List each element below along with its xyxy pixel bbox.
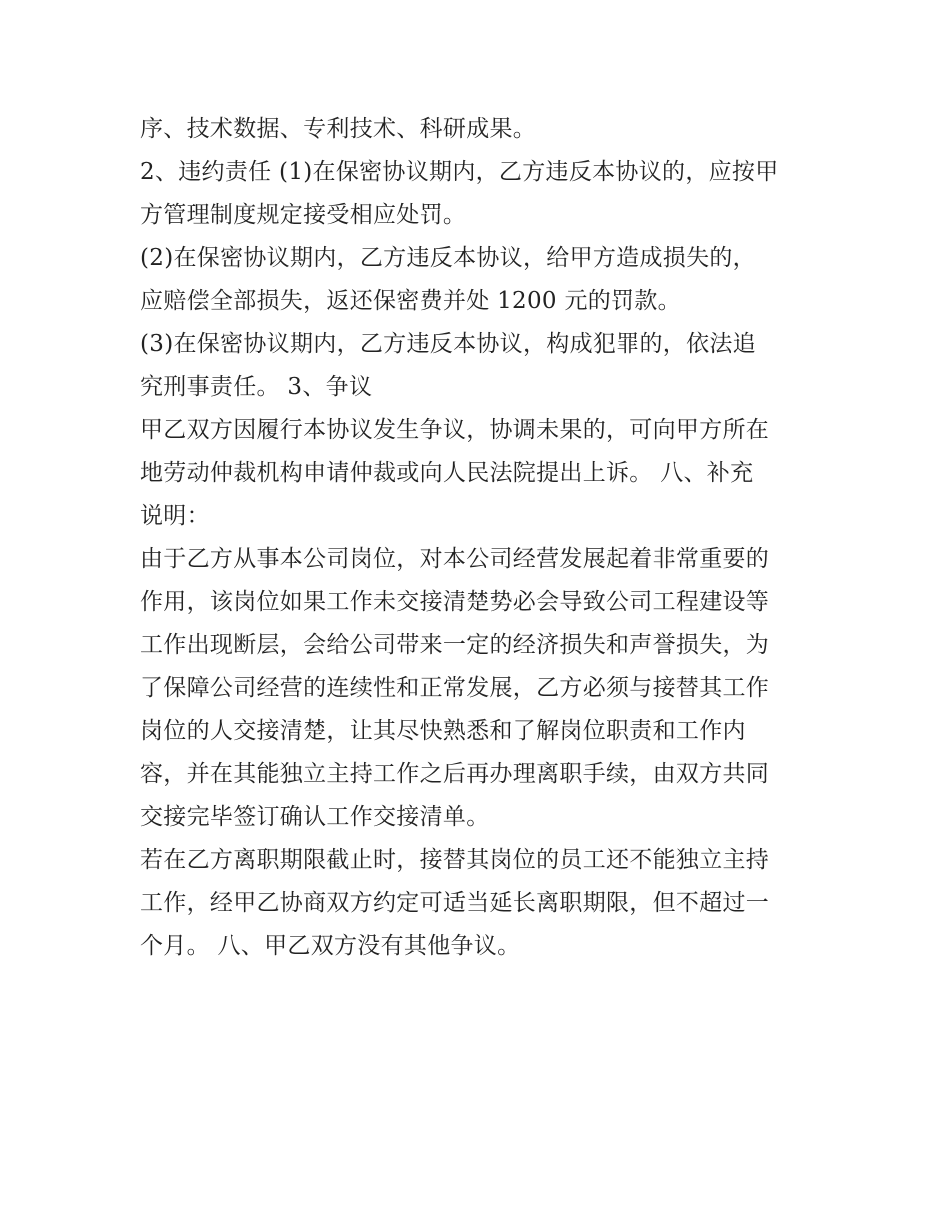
- text-line-15: 岗位的人交接清楚，让其尽快熟悉和了解岗位职责和工作内: [140, 718, 746, 744]
- text-line-20: 个月。 八、甲乙双方没有其他争议。: [140, 933, 521, 959]
- text-line-17: 交接完毕签订确认工作交接清单。: [140, 804, 490, 830]
- text-line-3: 方管理制度规定接受相应处罚。: [140, 202, 467, 228]
- text-line-1: 序、技术数据、专利技术、科研成果。: [140, 116, 537, 142]
- text-line-2: 2、违约责任 (1)在保密协议期内，乙方违反本协议的，应按甲: [140, 159, 779, 185]
- text-line-12: 作用，该岗位如果工作未交接清楚势必会导致公司工程建设等: [140, 589, 770, 615]
- text-line-18: 若在乙方离职期限截止时，接替其岗位的员工还不能独立主持: [140, 847, 770, 873]
- text-line-5: 应赔偿全部损失，返还保密费并处 1200 元的罚款。: [140, 288, 681, 314]
- text-line-8: 甲乙双方因履行本协议发生争议，协调未果的，可向甲方所在: [140, 417, 770, 443]
- text-line-13: 工作出现断层，会给公司带来一定的经济损失和声誉损失，为: [140, 632, 770, 658]
- text-line-4: (2)在保密协议期内，乙方违反本协议，给甲方造成损失的，: [140, 245, 756, 271]
- text-line-19: 工作，经甲乙协商双方约定可适当延长离职期限，但不超过一: [140, 890, 770, 916]
- text-line-11: 由于乙方从事本公司岗位，对本公司经营发展起着非常重要的: [140, 546, 770, 572]
- text-line-7: 究刑事责任。 3、争议: [140, 374, 373, 400]
- text-line-16: 容，并在其能独立主持工作之后再办理离职手续，由双方共同: [140, 761, 770, 787]
- text-line-10: 说明：: [140, 503, 210, 529]
- text-line-14: 了保障公司经营的连续性和正常发展，乙方必须与接替其工作: [140, 675, 770, 701]
- text-line-6: (3)在保密协议期内，乙方违反本协议，构成犯罪的，依法追: [140, 331, 756, 357]
- document-body: [140, 108, 820, 968]
- text-line-9: 地劳动仲裁机构申请仲裁或向人民法院提出上诉。 八、补充: [140, 460, 754, 486]
